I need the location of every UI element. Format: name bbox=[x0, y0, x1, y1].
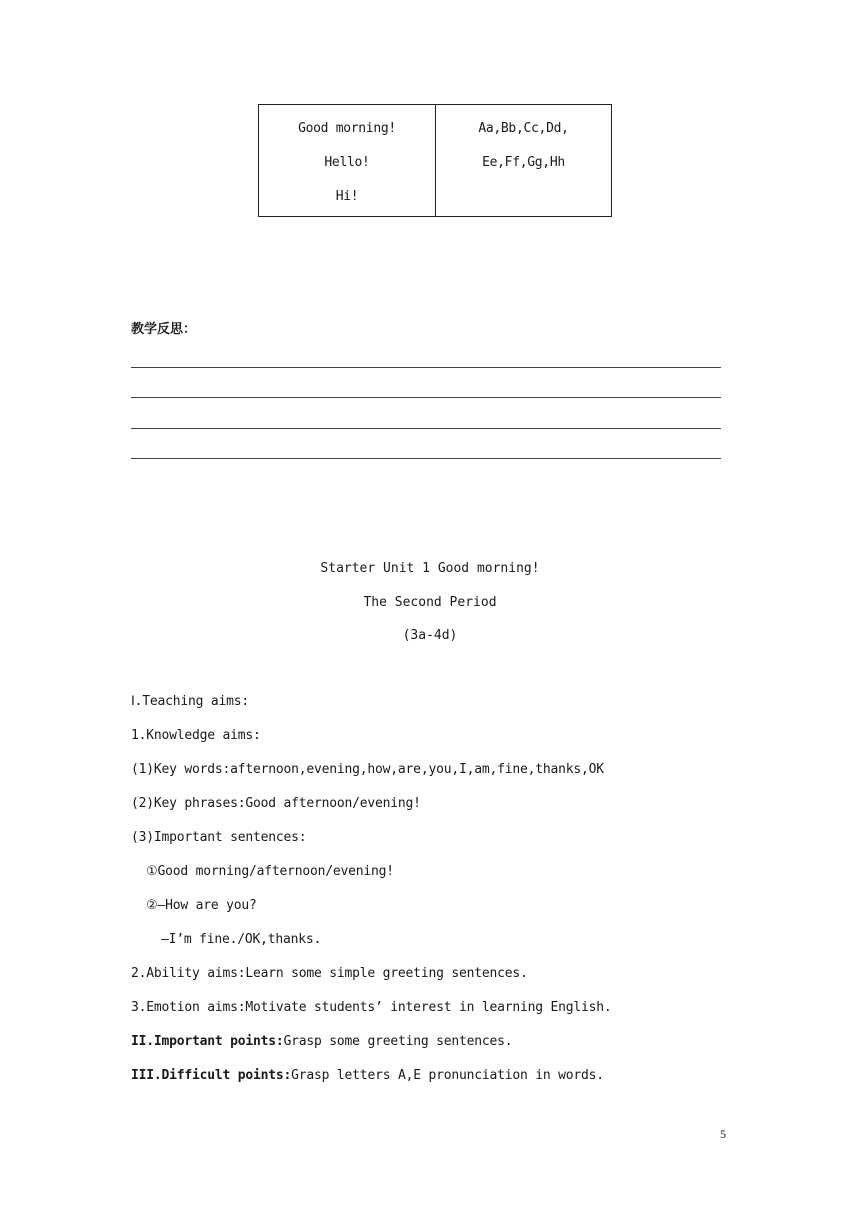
reflection-blank-line bbox=[131, 367, 721, 368]
reflection-blank-line bbox=[131, 428, 721, 429]
important-points-text: Grasp some greeting sentences. bbox=[283, 1034, 513, 1049]
greetings-cell bbox=[259, 105, 436, 216]
letters-cell bbox=[436, 105, 611, 216]
emotion-aims: 3.Emotion aims:Motivate students’ interest in learning English. bbox=[131, 1000, 612, 1015]
key-phrases: (2)Key phrases:Good afternoon/evening! bbox=[131, 796, 421, 811]
page-number: 5 bbox=[720, 1127, 726, 1141]
period-title: The Second Period bbox=[363, 595, 497, 610]
letters-line: Aa,Bb,Cc,Dd, bbox=[478, 121, 569, 136]
sentence-item: ①Good morning/afternoon/evening! bbox=[146, 864, 394, 879]
sentence-reply: —I’m fine./OK,thanks. bbox=[161, 932, 322, 947]
reflection-blank-line bbox=[131, 458, 721, 459]
difficult-points-label: III.Difficult points: bbox=[131, 1068, 292, 1083]
key-words: (1)Key words:afternoon,evening,how,are,you,I,am,fine,thanks,OK bbox=[131, 762, 604, 777]
ability-aims: 2.Ability aims:Learn some simple greeting sentences. bbox=[131, 966, 528, 981]
reflection-blank-line bbox=[131, 397, 721, 398]
aims-heading: Ⅰ.Teaching aims: bbox=[131, 694, 250, 709]
reflection-heading: 教学反思： bbox=[131, 322, 197, 337]
important-points-label: II.Important points: bbox=[131, 1034, 284, 1049]
letters-line: Ee,Ff,Gg,Hh bbox=[482, 155, 565, 170]
greeting-line: Good morning! bbox=[298, 121, 396, 136]
unit-title: Starter Unit 1 Good morning! bbox=[320, 561, 540, 576]
blackboard-table bbox=[258, 104, 612, 217]
difficult-points bbox=[131, 1068, 604, 1083]
knowledge-aims: 1.Knowledge aims: bbox=[131, 728, 261, 743]
difficult-points-text: Grasp letters A,E pronunciation in words. bbox=[291, 1068, 604, 1083]
greeting-line: Hi! bbox=[335, 189, 359, 204]
greeting-line: Hello! bbox=[324, 155, 370, 170]
important-points bbox=[131, 1034, 512, 1049]
sentence-item: ②—How are you? bbox=[146, 898, 257, 913]
important-sentences: (3)Important sentences: bbox=[131, 830, 307, 845]
period-range: (3a-4d) bbox=[402, 628, 458, 643]
